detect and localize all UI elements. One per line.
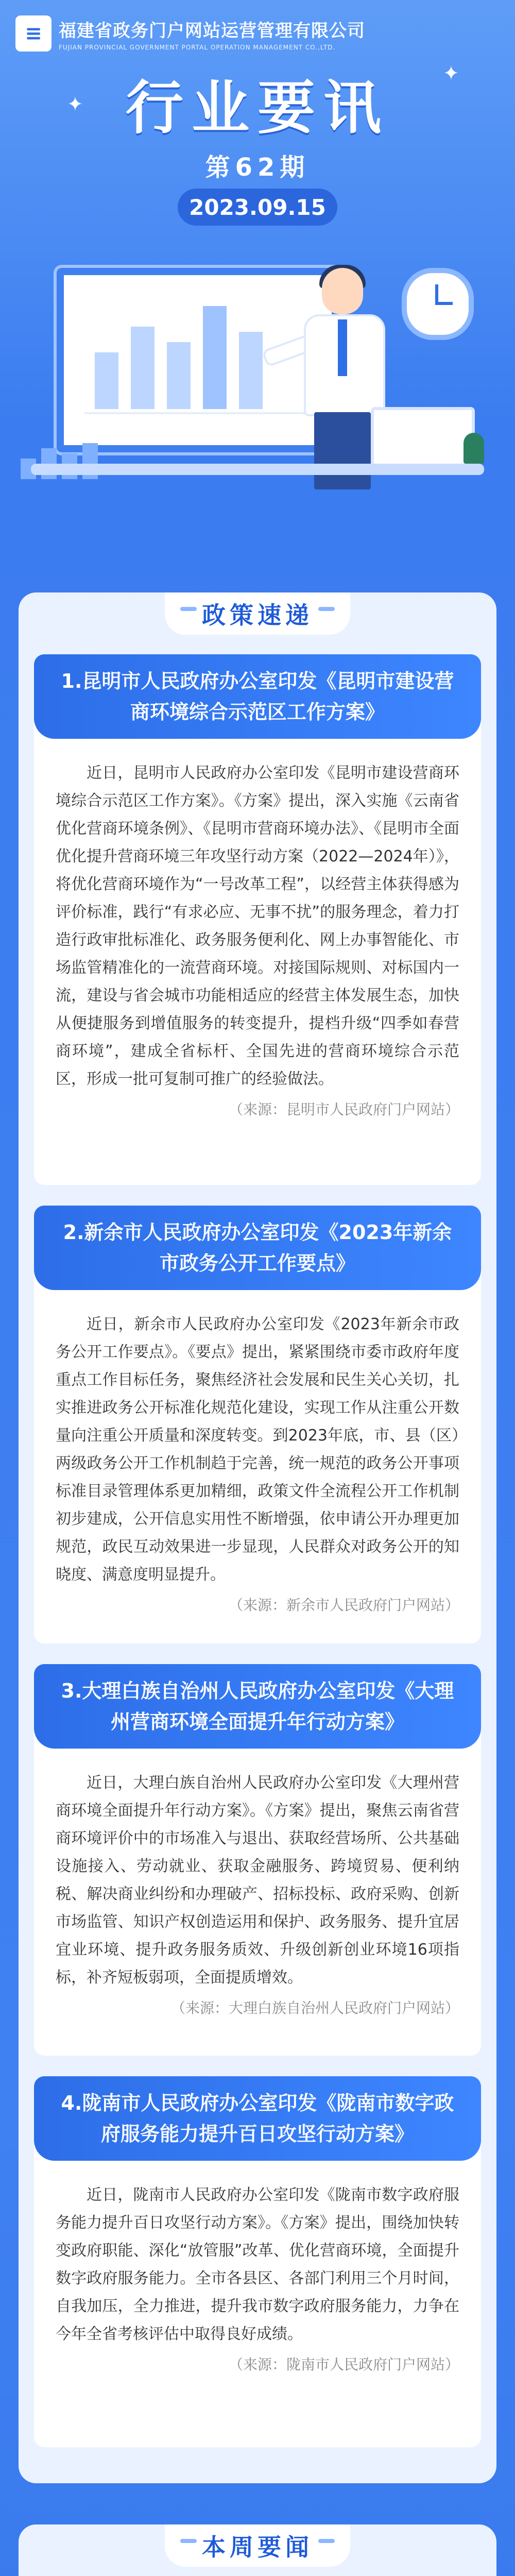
org-name-en: FUJIAN PROVINCIAL GOVERNMENT PORTAL OPERATION MANAGEMENT CO.,LTD.: [59, 43, 336, 51]
card-headline[interactable]: 3.大理白族自治州人民政府办公室印发《大理州营商环境全面提升年行动方案》: [34, 1664, 481, 1749]
policy-card-4: [34, 2076, 481, 2447]
plant-icon: [464, 433, 484, 464]
issue-date: 2023.09.15: [178, 189, 337, 226]
policy-panel: [19, 592, 496, 2483]
card-headline[interactable]: 1.昆明市人民政府办公室印发《昆明市建设营商环境综合示范区工作方案》: [34, 654, 481, 739]
policy-card-2: [34, 1206, 481, 1643]
card-body: 近日，陇南市人民政府办公室印发《陇南市数字政府服务能力提升百日攻坚行动方案》。《方案》提出，围绕加快转变政府职能、深化“放管服”改革、优化营商环境，全面提升数字政府服务能力。全市各县区、各部门利用三个月时间，自我加压，全力推进，提升我市数字政府服务能力，力争在今年全省考核评估中取得良好成绩。: [56, 2186, 459, 2343]
policy-section-title: 政策速递: [202, 601, 313, 629]
logo-icon: ≡: [15, 15, 52, 52]
card-body: 近日，昆明市人民政府办公室印发《昆明市建设营商环境综合示范区工作方案》。《方案》提出，深入实施《云南省优化营商环境条例》、《昆明市营商环境办法》、《昆明市全面优化提升营商环境三年攻坚行动方案（2022—2024年）》，将优化营商环境作为“一号改革工程”，以经营主体获得感为评价标准，践行“有求必应、无事不扰”的服务理念，着力打造行政审批标准化、政务服务便利化、网上办事智能化、市场监管精准化的一流营商环境。对接国际规则、对标国内一流，建设与省会城市功能相适应的经营主体发展生态，加快从便捷服务到增值服务的转变提升，提档升级“四季如春营商环境”，建成全省标杆、全国先进的营商环境综合示范区，形成一批可复制可推广的经验做法。: [56, 764, 459, 1088]
policy-card-3: [34, 1664, 481, 2056]
org-name-cn: 福建省政务门户网站运营管理有限公司: [59, 20, 365, 41]
card-headline[interactable]: 4.陇南市人民政府办公室印发《陇南市数字政府服务能力提升百日攻坚行动方案》: [34, 2076, 481, 2161]
policy-section-tab: [165, 592, 350, 635]
org-logo: [15, 15, 365, 52]
page-title: 行业要讯: [126, 75, 389, 142]
card-body: 近日，新余市人民政府办公室印发《2023年新余市政务公开工作要点》。《要点》提出，紧紧围绕市委市政府年度重点工作目标任务，聚焦经济社会发展和民生关心关切，扎实推进政务公开标准化规范化建设，实现工作从注重公开数量向注重公开质量和深度转变。到2023年底，市、县（区）两级政务公开工作机制趋于完善，统一规范的政务公开事项标准目录管理体系更加精细，政策文件全流程公开工作机制初步建成，公开信息实用性不断增强，依申请公开办理更加规范，政民互动效果进一步显现，人民群众对政务公开的知晓度、满意度明显提升。: [56, 1315, 459, 1584]
card-body: 近日，大理白族自治州人民政府办公室印发《大理州营商环境全面提升年行动方案》。《方案》提出，聚焦云南省营商环境评价中的市场准入与退出、获取经营场所、公共基础设施接入、劳动就业、获取金融服务、跨境贸易、便利纳税、解决商业纠纷和办理破产、招标投标、政府采购、创新市场监管、知识产权创造运用和保护、政务服务、提升宜居宜业环境、提升政务服务质效、升级创新创业环境16项指标，补齐短板弱项，全面提质增效。: [56, 1774, 459, 1987]
desk-illustration: [31, 464, 484, 475]
hero-banner: [0, 0, 515, 592]
card-source: （来源：新余市人民政府门户网站）: [228, 1597, 459, 1614]
clock-icon: [402, 268, 474, 340]
sparkle-icon: ✦: [67, 93, 83, 115]
policy-card-1: [34, 654, 481, 1185]
issue-number: 第62期: [205, 153, 310, 182]
card-source: （来源：陇南市人民政府门户网站）: [228, 2356, 459, 2373]
card-source: （来源：大理白族自治州人民政府门户网站）: [170, 1999, 459, 2016]
card-source: （来源：昆明市人民政府门户网站）: [228, 1101, 459, 1118]
laptop-icon: [371, 407, 475, 470]
news-panel: [19, 2524, 496, 2576]
news-section-title: 本周要闻: [202, 2533, 313, 2561]
news-section-tab: [165, 2524, 350, 2567]
chart-board-illustration: [57, 268, 339, 452]
card-headline[interactable]: 2.新余市人民政府办公室印发《2023年新余市政务公开工作要点》: [34, 1206, 481, 1290]
sparkle-icon: ✦: [443, 62, 459, 84]
